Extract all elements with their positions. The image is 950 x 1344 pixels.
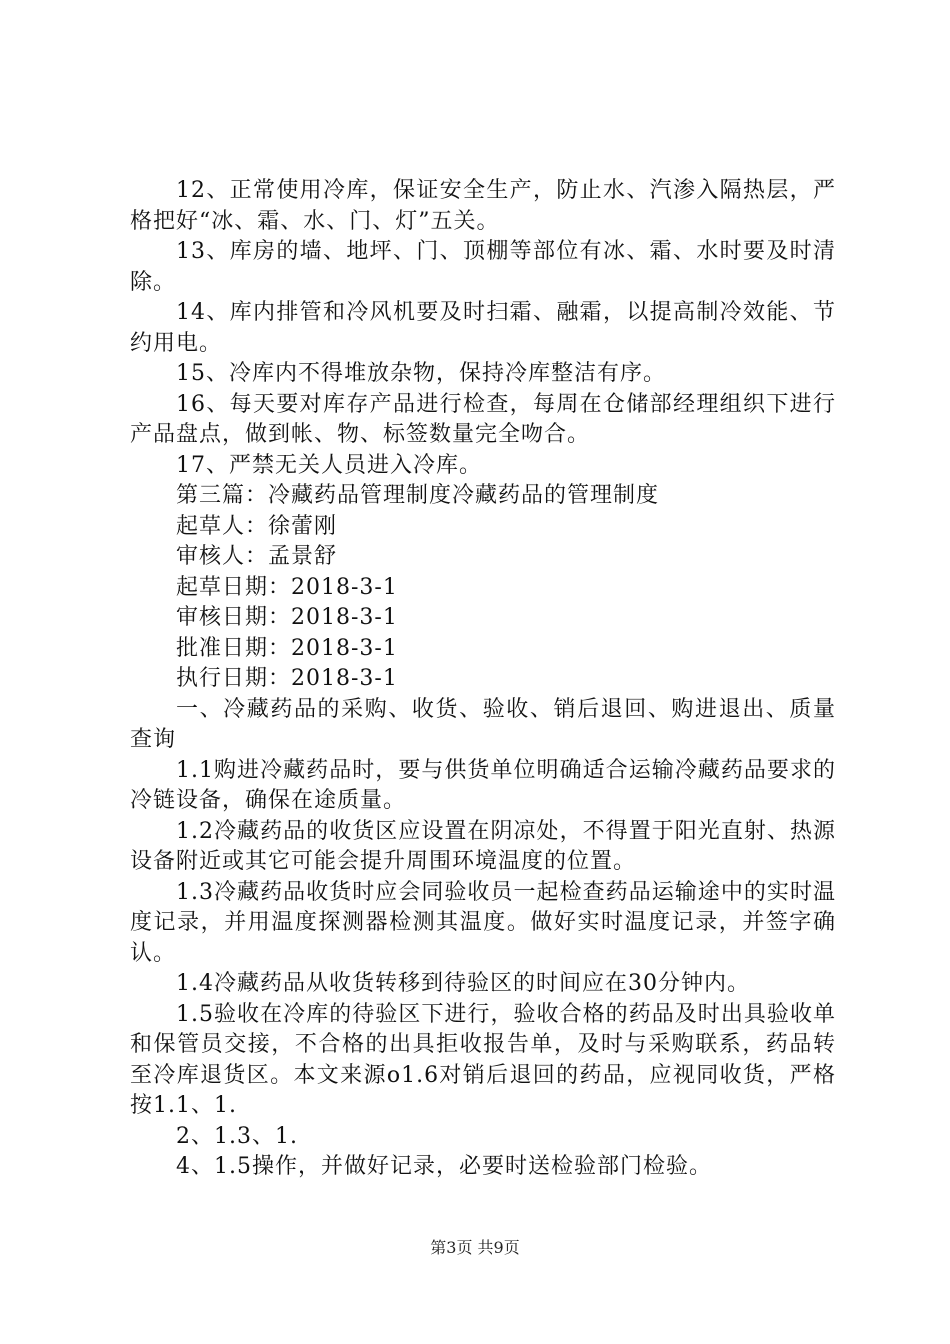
page-footer: 第3页 共9页 (430, 1238, 520, 1257)
paragraph-15: 15、冷库内不得堆放杂物，保持冷库整洁有序。 (176, 361, 666, 386)
approval-date-line: 批准日期：2018-3-1 (176, 635, 398, 661)
paragraph-17: 17、严禁无关人员进入冷库。 (176, 452, 482, 478)
draft-date-line: 起草日期：2018-3-1 (176, 574, 398, 600)
clause-1-4: 1.4冷藏药品从收货转移到待验区的时间应在30分钟内。 (176, 971, 750, 996)
paragraph-13: 13、库房的墙、地坪、门、顶棚等部位有冰、霜、水时要及时清除。 (130, 239, 836, 295)
clause-1-5: 1.5验收在冷库的待验区下进行，验收合格的药品及时出具验收单和保管员交接，不合格的出具拒收报告单，及时与采购联系，药品转至冷库退货区。本文来源o1.6对销后退回的药品，应视同收货，严格按1.1、1. (130, 1001, 836, 1118)
clause-1-1: 1.1购进冷藏药品时，要与供货单位明确适合运输冷藏药品要求的冷链设备，确保在途质量。 (130, 757, 836, 813)
paragraph-16: 16、每天要对库存产品进行检查，每周在仓储部经理组织下进行产品盘点，做到帐、物、标签数量完全吻合。 (130, 391, 836, 447)
reviewer-line: 审核人：孟景舒 (176, 544, 338, 569)
clause-fragment-a: 2、1.3、1. (176, 1123, 298, 1149)
clause-fragment-b: 4、1.5操作，并做好记录，必要时送检验部门检验。 (176, 1154, 712, 1179)
review-date-line: 审核日期：2018-3-1 (176, 605, 398, 630)
clause-1-2: 1.2冷藏药品的收货区应设置在阴凉处，不得置于阳光直射、热源设备附近或其它可能会提升周围环境温度的位置。 (130, 818, 836, 874)
drafter-line: 起草人：徐蕾刚 (176, 513, 338, 539)
section-title: 第三篇：冷藏药品管理制度冷藏药品的管理制度 (176, 483, 660, 508)
effective-date-line: 执行日期：2018-3-1 (176, 666, 398, 691)
clause-1-3: 1.3冷藏药品收货时应会同验收员一起检查药品运输途中的实时温度记录，并用温度探测器检测其温度。做好实时温度记录，并签字确认。 (130, 879, 836, 966)
paragraph-12: 12、正常使用冷库，保证安全生产，防止水、汽渗入隔热层，严格把好“冰、霜、水、门、灯”五关。 (130, 178, 836, 234)
subsection-heading: 一、冷藏药品的采购、收货、验收、销后退回、购进退出、质量查询 (130, 696, 836, 752)
paragraph-14: 14、库内排管和冷风机要及时扫霜、融霜，以提高制冷效能、节约用电。 (130, 300, 836, 356)
document-body (130, 176, 836, 1183)
